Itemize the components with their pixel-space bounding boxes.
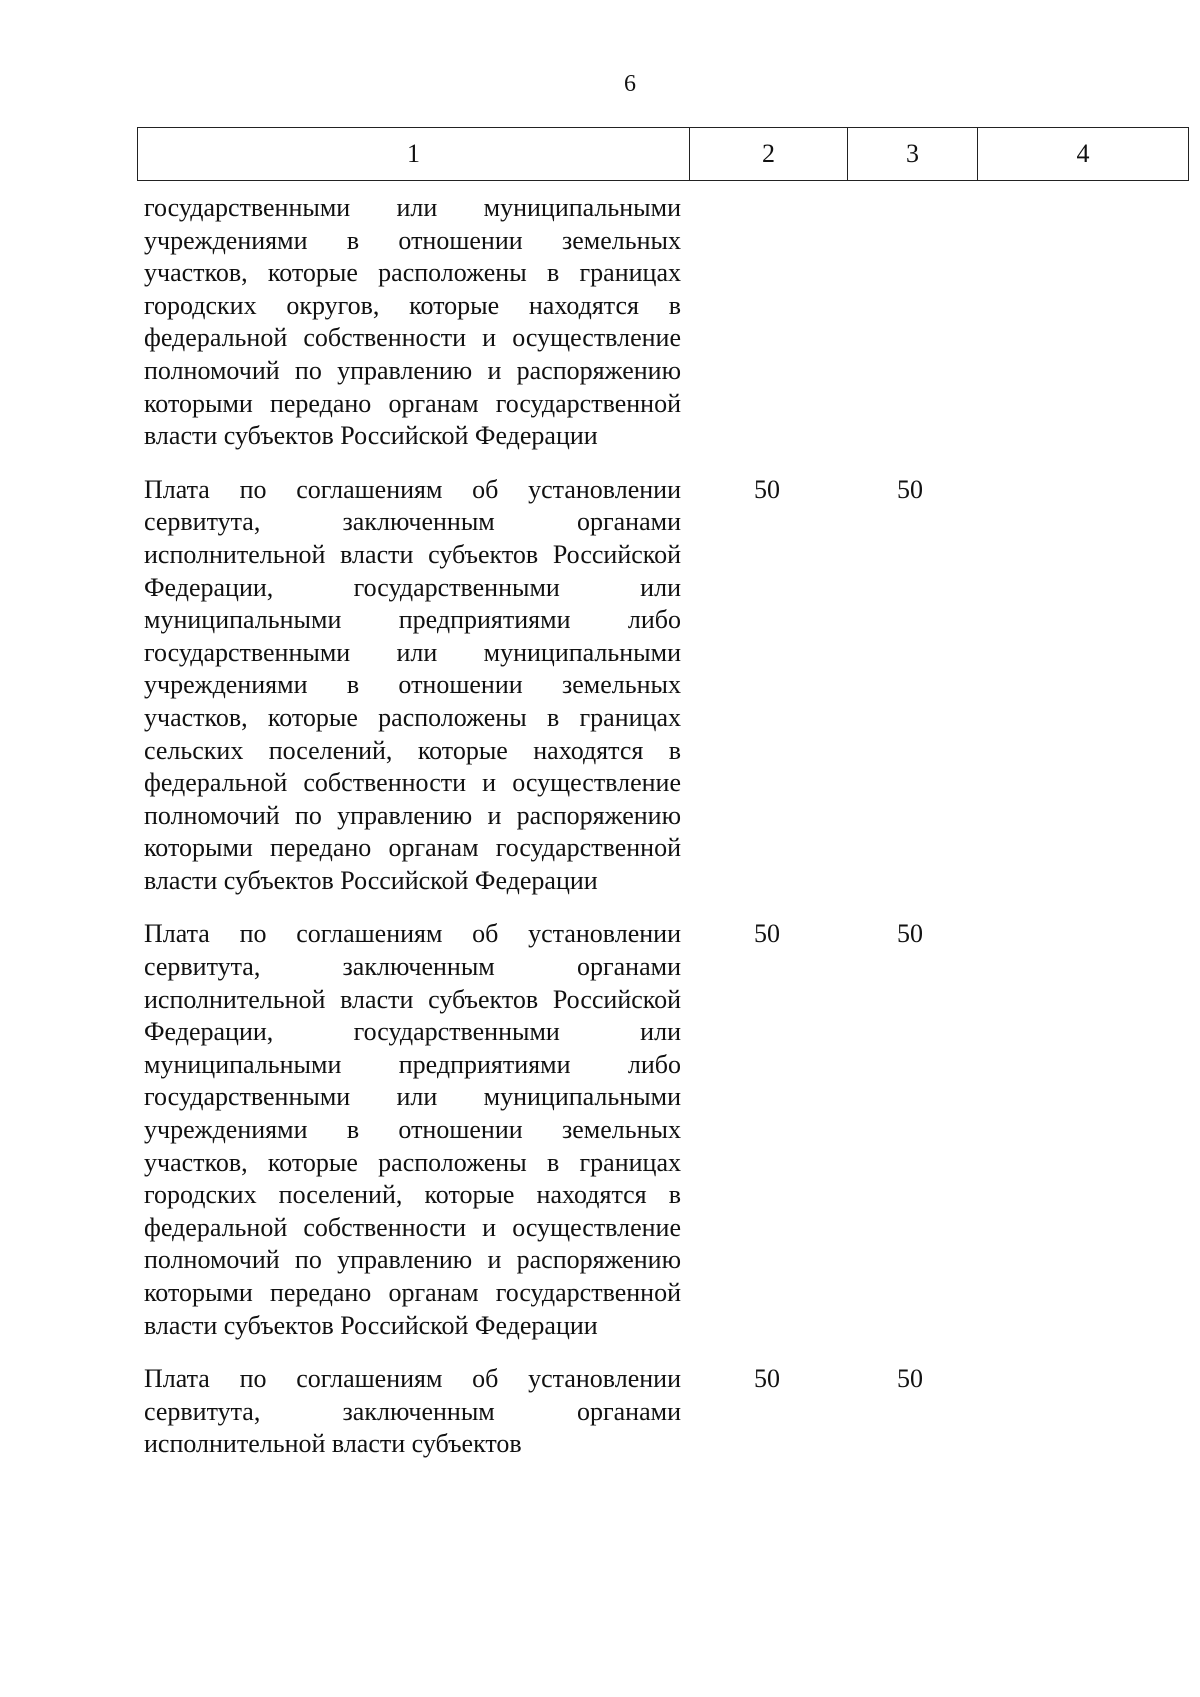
- table-body: [0, 192, 1200, 1461]
- row-description: Плата по соглашениям об установлении сервитута, заключенным органами исполнительной власти субъектов Российской Федерации, государственными или муниципальными предприятиями либо государственными или муниципальными учреждениями в отношении земельных участков, которые расположены в границах сельских поселений, которые находятся в федеральной собственности и осуществление полномочий по управлению и распоряжению которыми передано органам государственной власти субъектов Российской Федерации: [144, 474, 681, 895]
- row-spacer: [0, 897, 1200, 918]
- table-row: [0, 192, 1200, 453]
- row-description: государственными или муниципальными учреждениями в отношении земельных участков, которые расположены в границах городских округов, которые находятся в федеральной собственности и осуществление полномочий по управлению и распоряжению которыми передано органам государственной власти субъектов Российской Федерации: [144, 193, 681, 451]
- table-row: [0, 474, 1200, 898]
- row-spacer: [0, 453, 1200, 474]
- row-value-col2: 50: [754, 1364, 780, 1394]
- header-cell-4: 4: [978, 128, 1189, 181]
- table-row: [0, 1363, 1200, 1461]
- table-row: [0, 918, 1200, 1342]
- header-cell-1: 1: [138, 128, 690, 181]
- header-row: [138, 128, 1189, 181]
- page-number: 6: [624, 71, 636, 97]
- row-value-col3: 50: [897, 1364, 923, 1394]
- row-value-col3: 50: [897, 474, 923, 504]
- row-value-col2: 50: [754, 919, 780, 949]
- row-value-col2: 50: [754, 474, 780, 504]
- header-cell-3: 3: [848, 128, 978, 181]
- row-spacer: [0, 1342, 1200, 1363]
- header-cell-2: 2: [690, 128, 848, 181]
- row-description: Плата по соглашениям об установлении сервитута, заключенным органами исполнительной власти субъектов Российской Федерации, государственными или муниципальными предприятиями либо государственными или муниципальными учреждениями в отношении земельных участков, которые расположены в границах городских поселений, которые находятся в федеральной собственности и осуществление полномочий по управлению и распоряжению которыми передано органам государственной власти субъектов Российской Федерации: [144, 919, 681, 1340]
- table-header: [137, 127, 1189, 181]
- row-value-col3: 50: [897, 919, 923, 949]
- row-description: Плата по соглашениям об установлении сервитута, заключенным органами исполнительной власти субъектов: [144, 1364, 681, 1459]
